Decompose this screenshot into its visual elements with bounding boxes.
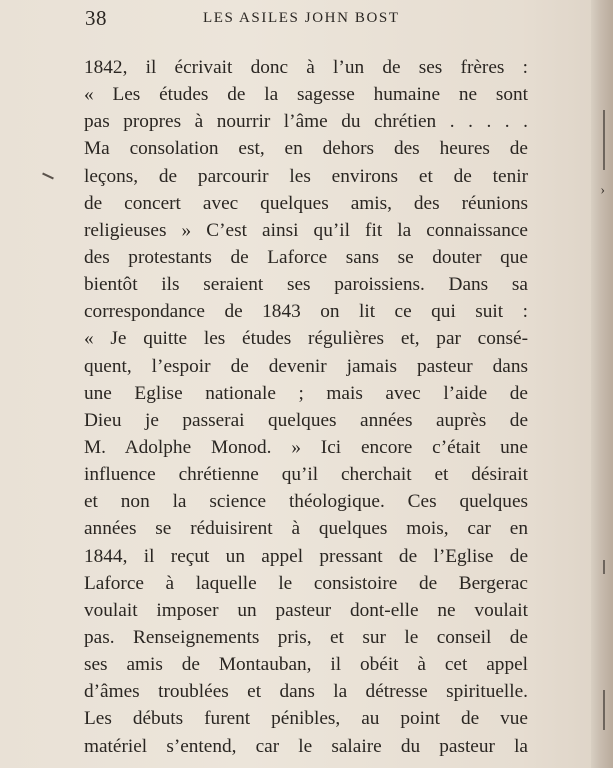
margin-pencil-mark <box>42 173 54 180</box>
text-line: Les débuts furent pénibles, au point de vue <box>84 708 528 730</box>
text-line: influence chrétienne qu’il cherchait et désirait <box>84 464 528 486</box>
page-number: 38 <box>85 6 107 30</box>
text-line: Laforce à laquelle le consistoire de Bergerac <box>84 572 528 594</box>
book-spine-edge <box>591 0 613 768</box>
spine-mark <box>603 110 605 170</box>
running-head: LES ASILES JOHN BOST <box>203 10 400 26</box>
text-line: 1842, il écrivait donc à l’un de ses frères : <box>84 57 528 78</box>
text-line: leçons, de parcourir les environs et de tenir <box>84 165 528 187</box>
text-line: bientôt ils seraient ses paroissiens. Dans sa <box>84 274 528 296</box>
text-line: « Je quitte les études régulières et, par consé- <box>84 328 528 350</box>
text-line: M. Adolphe Monod. » Ici encore c’était une <box>84 436 528 458</box>
text-line: correspondance de 1843 on lit ce qui suit : <box>84 301 528 323</box>
text-line: Dieu je passerai quelques années auprès de <box>84 409 528 431</box>
text-line: quent, l’espoir de devenir jamais pasteur dans <box>84 355 528 377</box>
text-line: pas. Renseignements pris, et sur le conseil de <box>84 626 528 648</box>
edge-mark: › <box>600 183 605 198</box>
text-line: années se réduisirent à quelques mois, car en <box>84 518 528 540</box>
spine-mark <box>603 690 605 730</box>
text-line: d’âmes troublées et dans la détresse spirituelle. <box>84 681 528 703</box>
text-line: « Les études de la sagesse humaine ne sont <box>84 84 528 106</box>
spine-mark <box>603 560 605 574</box>
text-line: religieuses » C’est ainsi qu’il fit la connaissance <box>84 219 528 241</box>
text-line: des protestants de Laforce sans se douter que <box>84 246 528 268</box>
text-line: et non la science théologique. Ces quelques <box>84 491 528 513</box>
text-line: Ma consolation est, en dehors des heures de <box>84 138 528 160</box>
text-line: 1844, il reçut un appel pressant de l’Eglise de <box>84 545 528 567</box>
text-line: ses amis de Montauban, il obéit à cet appel <box>84 654 528 676</box>
text-line: voulait imposer un pasteur dont-elle ne voulait <box>84 599 528 621</box>
body-text <box>84 54 528 760</box>
text-line: une Eglise nationale ; mais avec l’aide de <box>84 382 528 404</box>
text-line: pas propres à nourrir l’âme du chrétien . . . . . <box>84 111 528 133</box>
text-line: de concert avec quelques amis, des réunions <box>84 192 528 214</box>
page-header <box>85 6 525 32</box>
text-line: matériel s’entend, car le salaire du pasteur la <box>84 735 528 757</box>
